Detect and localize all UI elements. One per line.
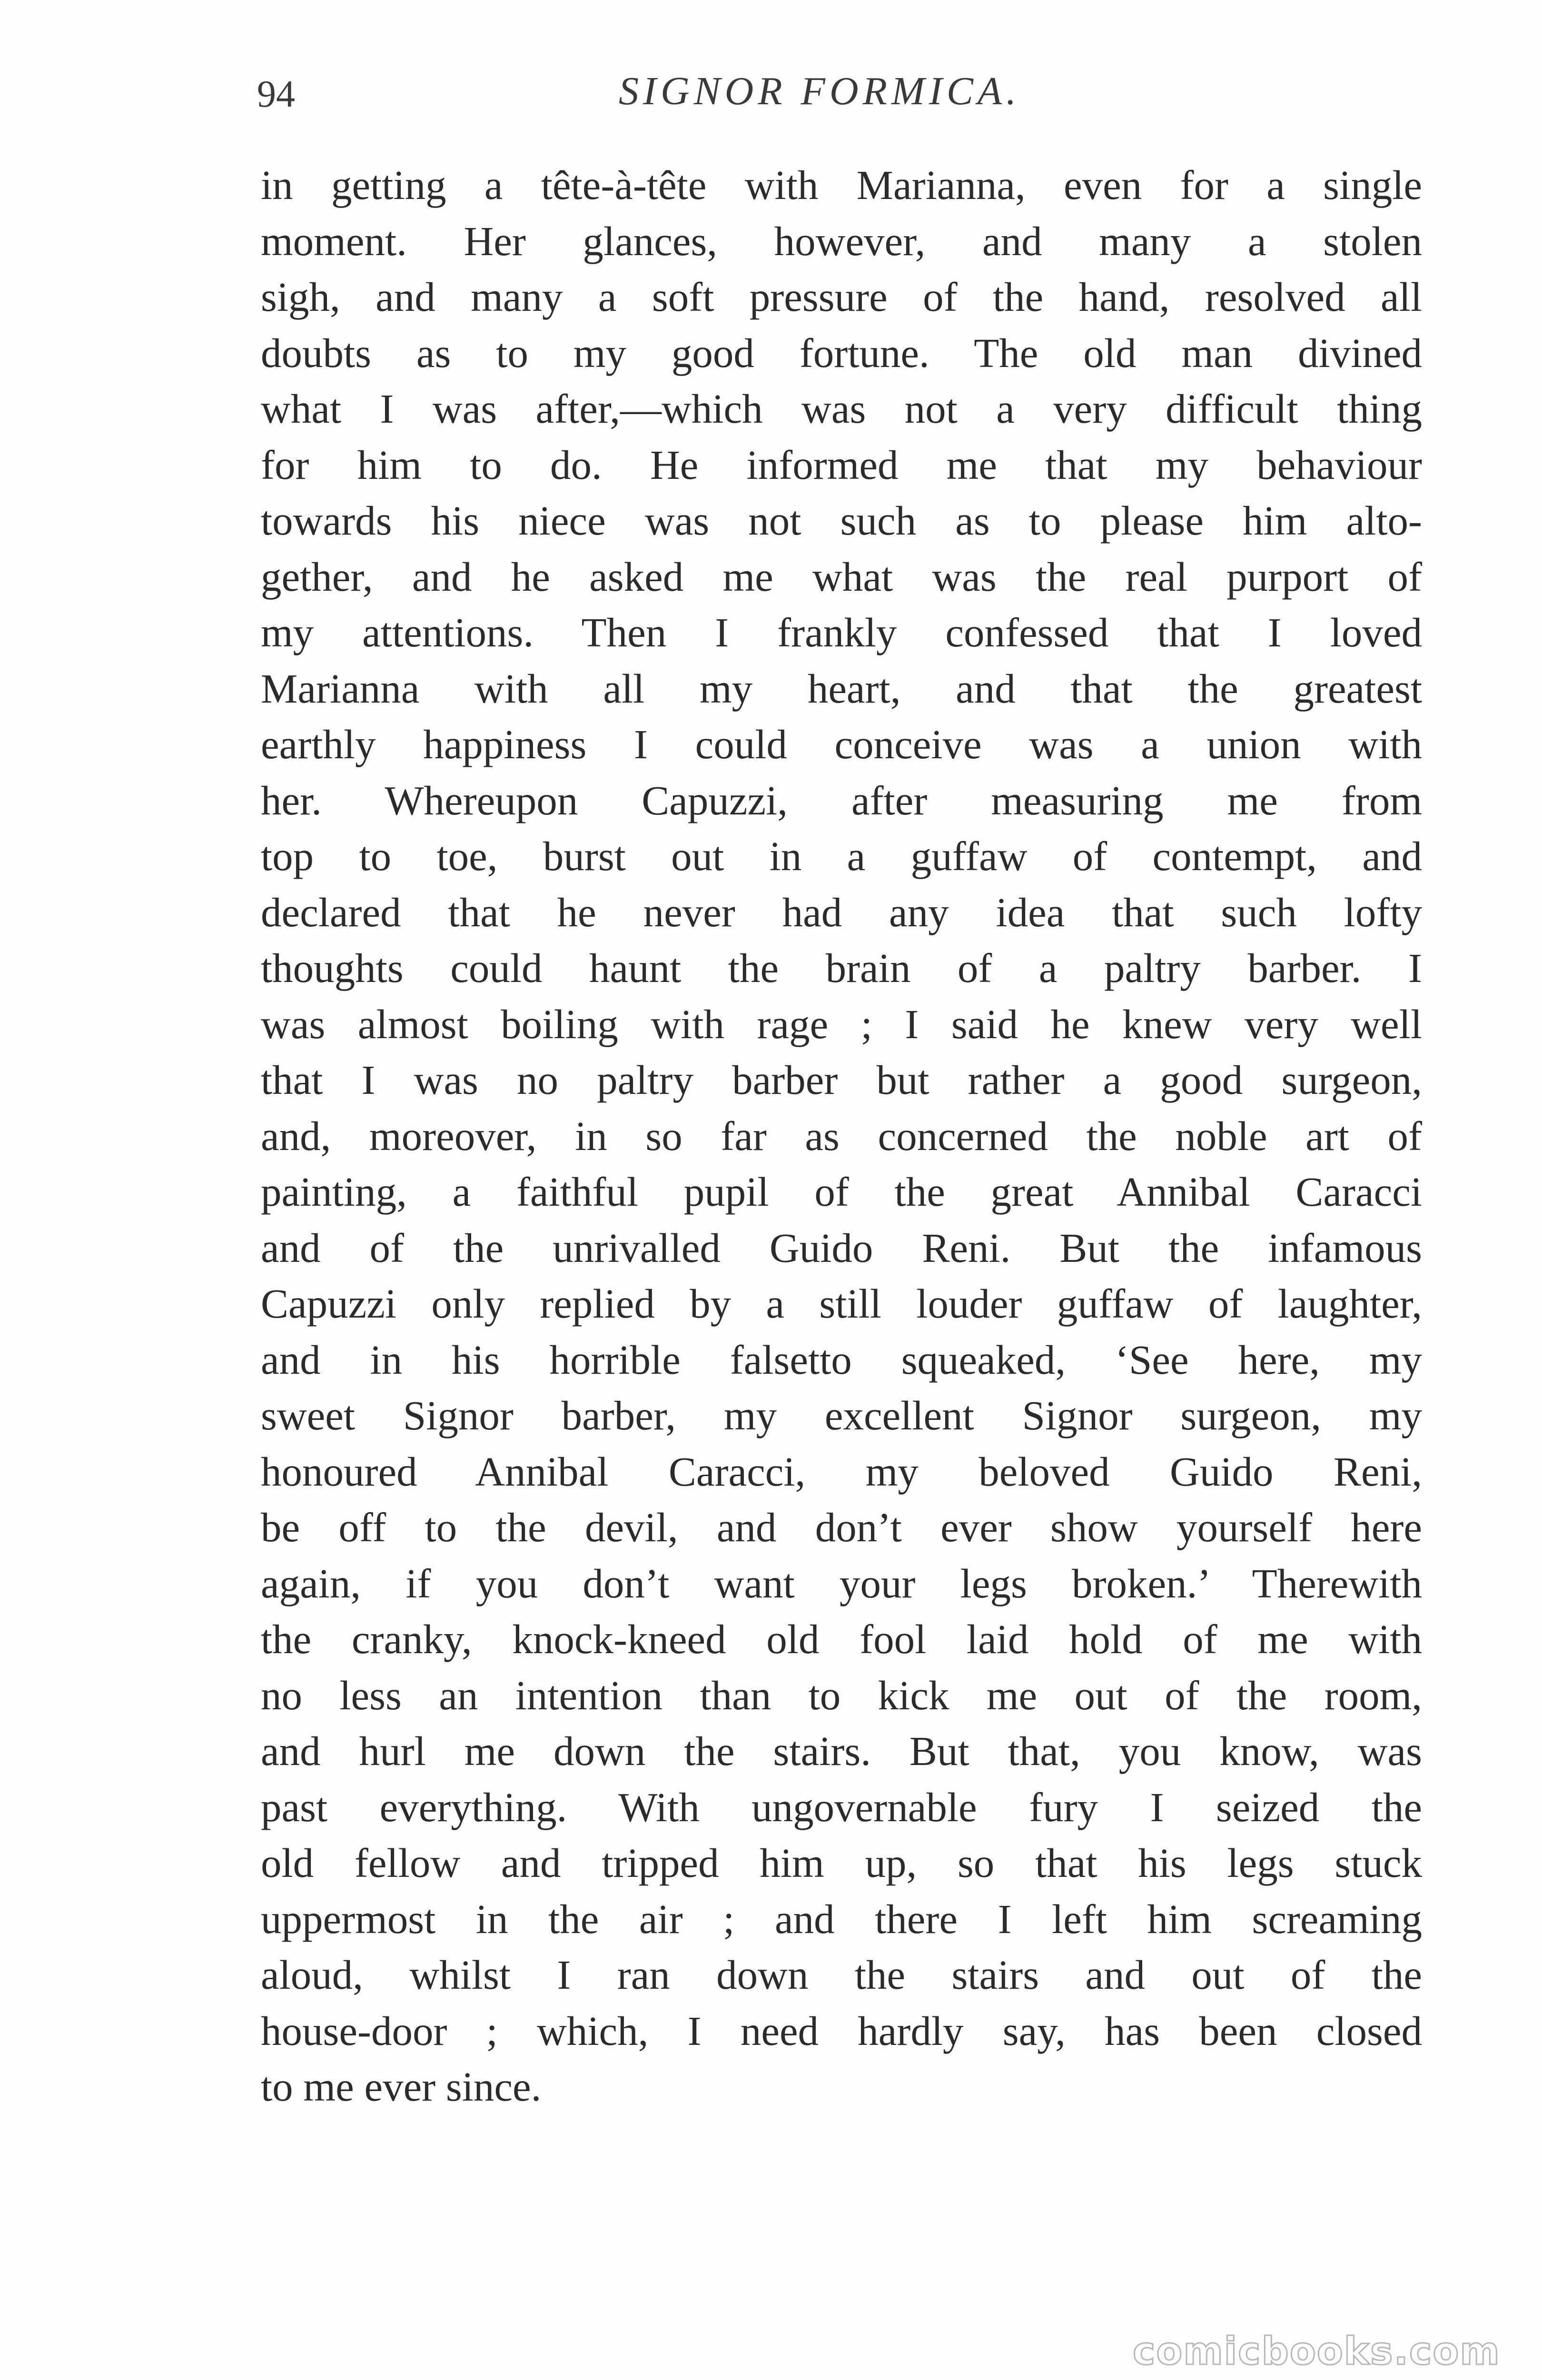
running-head: SIGNOR FORMICA. [619,69,1021,113]
text-line: top to toe, burst out in a guffaw of contempt, and [261,833,1422,879]
page-number: 94 [257,73,295,115]
text-line: sigh, and many a soft pressure of the hand, resolved all [261,274,1422,320]
text-line: in getting a tête-à-tête with Marianna, even for a single [261,162,1422,208]
text-line: again, if you don’t want your legs broken.’ Therewith [261,1560,1422,1606]
watermark: comicbooks.com [1133,2329,1501,2373]
text-line: was almost boiling with rage ; I said he knew very well [261,1001,1422,1047]
text-line: my attentions. Then I frankly confessed that I loved [261,609,1422,655]
text-line: towards his niece was not such as to please him alto- [261,497,1422,544]
text-line: and, moreover, in so far as concerned the noble art of [261,1112,1422,1159]
text-line: and in his horrible falsetto squeaked, ‘See here, my [261,1336,1422,1383]
text-line: Marianna with all my heart, and that the greatest [261,665,1422,712]
text-line-last: to me ever since. [261,2063,542,2110]
text-line: house-door ; which, I need hardly say, has been closed [261,2007,1422,2054]
text-line: sweet Signor barber, my excellent Signor surgeon, my [261,1392,1422,1438]
text-line: painting, a faithful pupil of the great Annibal Caracci [261,1169,1422,1215]
text-line: what I was after,—which was not a very difficult thing [261,386,1422,432]
text-line: thoughts could haunt the brain of a paltry barber. I [261,945,1422,991]
text-line: and hurl me down the stairs. But that, you know, was [261,1728,1422,1774]
text-line: past everything. With ungovernable fury I seized the [261,1784,1422,1830]
body-text [261,157,1422,2115]
text-line: the cranky, knock-kneed old fool laid hold of me with [261,1616,1422,1662]
text-line: earthly happiness I could conceive was a union with [261,721,1422,767]
text-line: her. Whereupon Capuzzi, after measuring me from [261,777,1422,823]
text-line: declared that he never had any idea that such lofty [261,889,1422,935]
text-line: gether, and he asked me what was the real purport of [261,553,1422,600]
text-line: and of the unrivalled Guido Reni. But the infamous [261,1224,1422,1271]
text-line: be off to the devil, and don’t ever show yourself here [261,1504,1422,1550]
text-line: doubts as to my good fortune. The old man divined [261,329,1422,376]
text-line: old fellow and tripped him up, so that his legs stuck [261,1840,1422,1886]
text-line: honoured Annibal Caracci, my beloved Guido Reni, [261,1448,1422,1495]
text-line: that I was no paltry barber but rather a good surgeon, [261,1057,1422,1103]
text-line: for him to do. He informed me that my behaviour [261,441,1422,488]
text-line: aloud, whilst I ran down the stairs and out of the [261,1952,1422,1998]
text-line: no less an intention than to kick me out of the room, [261,1672,1422,1718]
text-line: uppermost in the air ; and there I left him screaming [261,1895,1422,1942]
text-line: moment. Her glances, however, and many a stolen [261,218,1422,264]
text-line: Capuzzi only replied by a still louder guffaw of laughter, [261,1280,1422,1327]
